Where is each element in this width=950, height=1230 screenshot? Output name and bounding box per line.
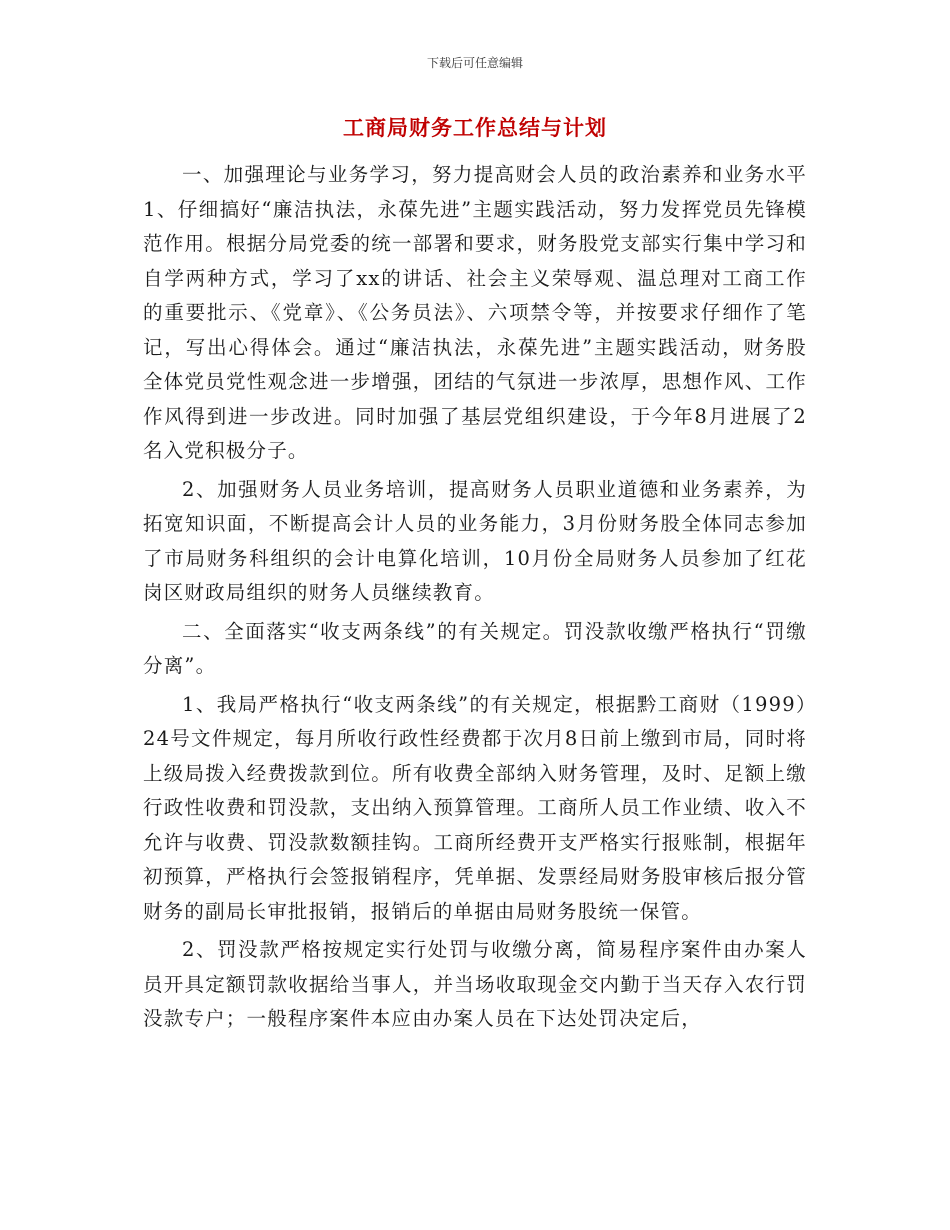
paragraph-2: 2、加强财务人员业务培训，提高财务人员职业道德和业务素养，为拓宽知识面，不断提高会计人员的业务能力，3月份财务股全体同志参加了市局财务科组织的会计电算化培训，10月份全局财务人员参加了红花岗区财政局组织的财务人员继续教育。 bbox=[143, 477, 807, 604]
paragraph-5: 2、罚没款严格按规定实行处罚与收缴分离，简易程序案件由办案人员开具定额罚款收据给当事人，并当场收取现金交内勤于当天存入农行罚没款专户；一般程序案件本应由办案人员在下达处罚决定后， bbox=[143, 938, 807, 1030]
paragraph-1: 一、加强理论与业务学习，努力提高财会人员的政治素养和业务水平1、仔细搞好“廉洁执法，永葆先进”主题实践活动，努力发挥党员先锋模范作用。根据分局党委的统一部署和要求，财务股党支部实行集中学习和自学两种方式，学习了xx的讲话、社会主义荣辱观、温总理对工商工作的重要批示、《党章》、《公务员法》、六项禁令等，并按要求仔细作了笔记，写出心得体会。通过“廉洁执法，永葆先进”主题实践活动，财务股全体党员党性观念进一步增强，团结的气氛进一步浓厚，思想作风、工作作风得到进一步改进。同时加强了基层党组织建设，于今年8月进展了2名入党积极分子。 bbox=[143, 163, 807, 462]
paragraph-3: 二、全面落实“收支两条线”的有关规定。罚没款收缴严格执行“罚缴分离”。 bbox=[143, 619, 807, 677]
header-note: 下载后可任意编辑 bbox=[426, 56, 523, 70]
document-title: 工商局财务工作总结与计划 bbox=[343, 116, 607, 140]
paragraph-4: 1、我局严格执行“收支两条线”的有关规定，根据黔工商财（1999）24号文件规定，每月所收行政性经费都于次月8日前上缴到市局，同时将上级局拨入经费拨款到位。所有收费全部纳入财务管理，及时、足额上缴行政性收费和罚没款，支出纳入预算管理。工商所人员工作业绩、收入不允许与收费、罚没款数额挂钩。工商所经费开支严格实行报账制，根据年初预算，严格执行会签报销程序，凭单据、发票经局财务股审核后报分管财务的副局长审批报销，报销后的单据由局财务股统一保管。 bbox=[143, 692, 807, 923]
document-body bbox=[143, 158, 807, 1037]
